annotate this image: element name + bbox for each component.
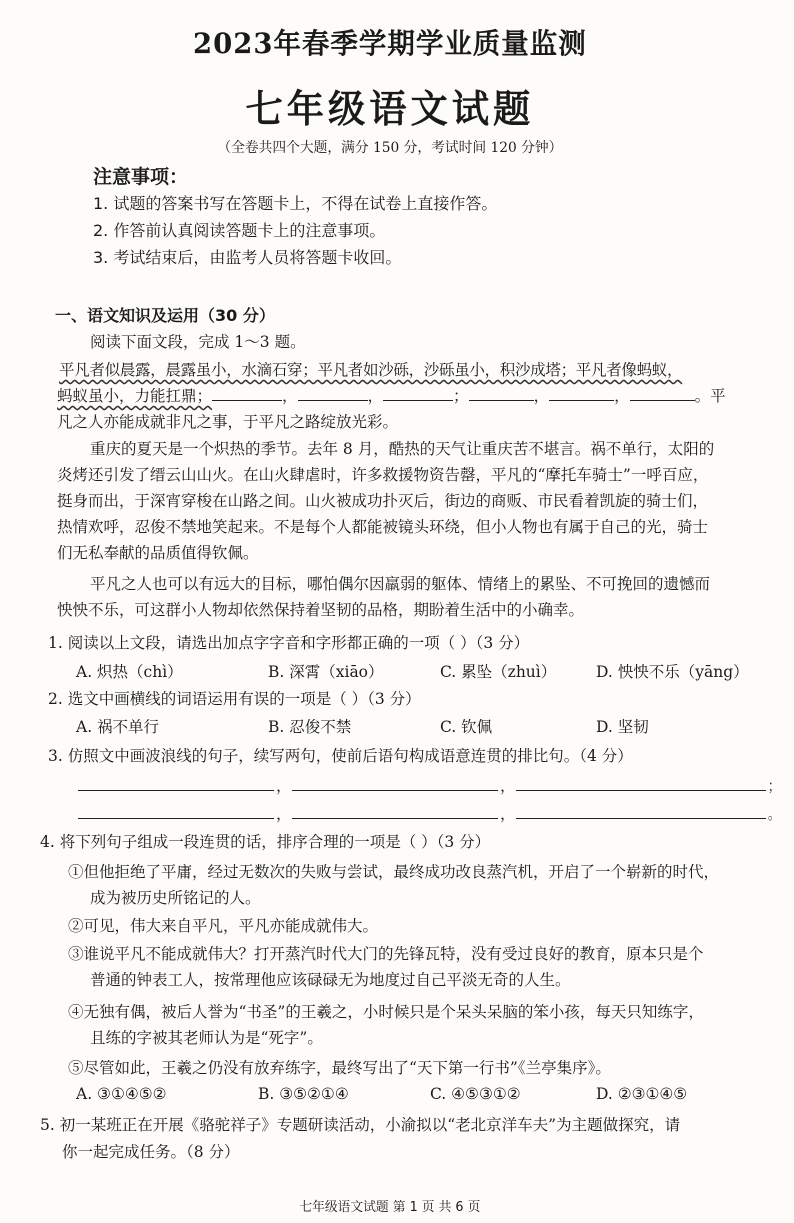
q3-answer-line-1[interactable] [78,790,274,791]
q4-option-b: B. ③⑤②①④ [258,1085,349,1103]
blank-4[interactable] [469,386,534,401]
q3-sep-2: ， [500,777,516,795]
para1-line1 [59,358,682,380]
wavy-sentence-end: 蚂蚁虽小，力能扛鼎； [57,387,213,405]
blank-2[interactable] [298,386,368,401]
q1-option-a: A. 炽热（chì） [76,663,183,681]
note-item-3: 3. 考试结束后，由监考人员将答题卡收回。 [93,248,402,267]
q3-answer-line-4[interactable] [78,818,274,819]
q5-stem-line1: 5. 初一某班正在开展《骆驼祥子》专题研读活动，小渝拟以“老北京洋车夫”为主题做探究，请 [40,1116,681,1134]
q3-answer-line-2[interactable] [292,790,498,791]
para2-line1: 重庆的夏天是一个炽热的季节。去年 8 月，酷热的天气让重庆苦不堪言。祸不单行，太阳的 [90,440,715,458]
q4-sentence-1-line2: 成为被历史所铭记的人。 [90,889,261,907]
q4-stem: 4. 将下列句子组成一段连贯的话，排序合理的一项是（ ）（3 分） [40,833,491,851]
q4-option-d: D. ②③①④⑤ [596,1085,688,1103]
para3-line2: 怏怏不乐，可这群小人物却依然保持着坚韧的品格，期盼着生活中的小确幸。 [57,601,585,619]
para2-line4: 热情欢呼，忍俊不禁地笑起来。不是每个人都能被镜头环绕，但小人物也有属于自己的光，骑士 [57,518,709,536]
section1-intro: 阅读下面文段，完成 1～3 题。 [90,333,306,351]
notes-title: 注意事项： [93,166,189,188]
q4-sentence-1-line1: ①但他拒绝了平庸，经过无数次的失败与尝试，最终成功改良蒸汽机，开启了一个崭新的时代， [68,863,720,881]
q2-stem: 2. 选文中画横线的词语运用有误的一项是（ ）（3 分） [48,690,421,708]
q3-end-2: 。 [768,805,780,823]
q4-sentence-4-line2: 且练的字被其老师认为是“死字”。 [90,1029,323,1047]
note-item-2: 2. 作答前认真阅读答题卡上的注意事项。 [93,221,386,240]
blank-5[interactable] [549,386,614,401]
para3-line1: 平凡之人也可以有远大的目标，哪怕偶尔因羸弱的躯体、情绪上的累坠、不可挽回的遗憾而 [90,575,711,593]
q4-sentence-3-line2: 普通的钟表工人，按常理他应该碌碌无为地度过自己平淡无奇的人生。 [90,971,571,989]
q2-option-c: C. 钦佩 [440,718,493,736]
blank-3[interactable] [383,386,453,401]
q3-answer-line-6[interactable] [516,818,766,819]
q1-option-c: C. 累坠（zhuì） [440,663,557,681]
q3-sep-4: ， [500,805,516,823]
q2-option-a: A. 祸不单行 [76,718,160,736]
note-item-1: 1. 试题的答案书写在答题卡上，不得在试卷上直接作答。 [93,194,498,213]
q3-sep-3: ， [276,805,292,823]
para2-line5: 们无私奉献的品质值得钦佩。 [57,544,259,562]
q3-stem: 3. 仿照文中画波浪线的句子，续写两句，使前后语句构成语意连贯的排比句。（4 分） [48,747,633,765]
q5-stem-line2: 你一起完成任务。（8 分） [62,1143,240,1161]
section1-title: 一、语文知识及运用（30 分） [55,306,275,325]
q4-sentence-2: ②可见，伟大来自平凡，平凡亦能成就伟大。 [68,917,379,935]
exam-header-line1: 2023年春季学期学业质量监测 [192,27,587,60]
q1-option-d: D. 怏怏不乐（yāng） [596,663,749,681]
page-footer: 七年级语文试题 第 1 页 共 6 页 [299,1200,481,1215]
wavy-sentence: 平凡者似晨露，晨露虽小，水滴石穿；平凡者如沙砾，沙砾虽小，积沙成塔；平凡者像蚂蚁， [59,361,683,379]
q3-answer-line-5[interactable] [292,818,498,819]
para2-line3: 挺身而出，于深宵穿梭在山路之间。山火被成功扑灭后，街边的商贩、市民看着凯旋的骑士们， [57,492,709,510]
blank-6[interactable] [630,386,695,401]
q1-option-b: B. 深霄（xiāo） [268,663,384,681]
exam-info: （全卷共四个大题，满分 150 分，考试时间 120 分钟） [217,140,563,156]
q4-option-a: A. ③①④⑤② [76,1085,167,1103]
q4-option-c: C. ④⑤③①② [430,1085,521,1103]
q4-sentence-5: ⑤尽管如此，王羲之仍没有放弃练字，最终写出了“天下第一行书”《兰亭集序》。 [68,1059,611,1077]
exam-title: 七年级语文试题 [245,86,535,131]
blank-1[interactable] [212,386,282,401]
para2-line2: 炎烤还引发了缙云山山火。在山火肆虐时，许多救援物资告罄，平凡的“摩托车骑士”一呼百应， [57,466,709,484]
q4-sentence-3-line1: ③谁说平凡不能成就伟大？打开蒸汽时代大门的先锋瓦特，没有受过良好的教育，原本只是个 [68,945,704,963]
q2-option-d: D. 坚韧 [596,718,649,736]
q1-stem: 1. 阅读以上文段，请选出加点字字音和字形都正确的一项（ ）（3 分） [48,634,530,652]
para1-line2: 蚂蚁虽小，力能扛鼎； ， ， ； ， ， 。平 [57,387,726,405]
q2-option-b: B. 忍俊不禁 [268,718,352,736]
para1-tail: 。平 [694,387,726,405]
q3-answer-line-3[interactable] [516,790,766,791]
q3-end-1: ； [768,777,780,795]
q4-sentence-4-line1: ④无独有偶，被后人誉为“书圣”的王羲之，小时候只是个呆头呆脑的笨小孩，每天只知练字， [68,1003,704,1021]
q3-sep-1: ， [276,777,292,795]
para1-line3: 凡之人亦能成就非凡之事，于平凡之路绽放光彩。 [57,413,399,431]
